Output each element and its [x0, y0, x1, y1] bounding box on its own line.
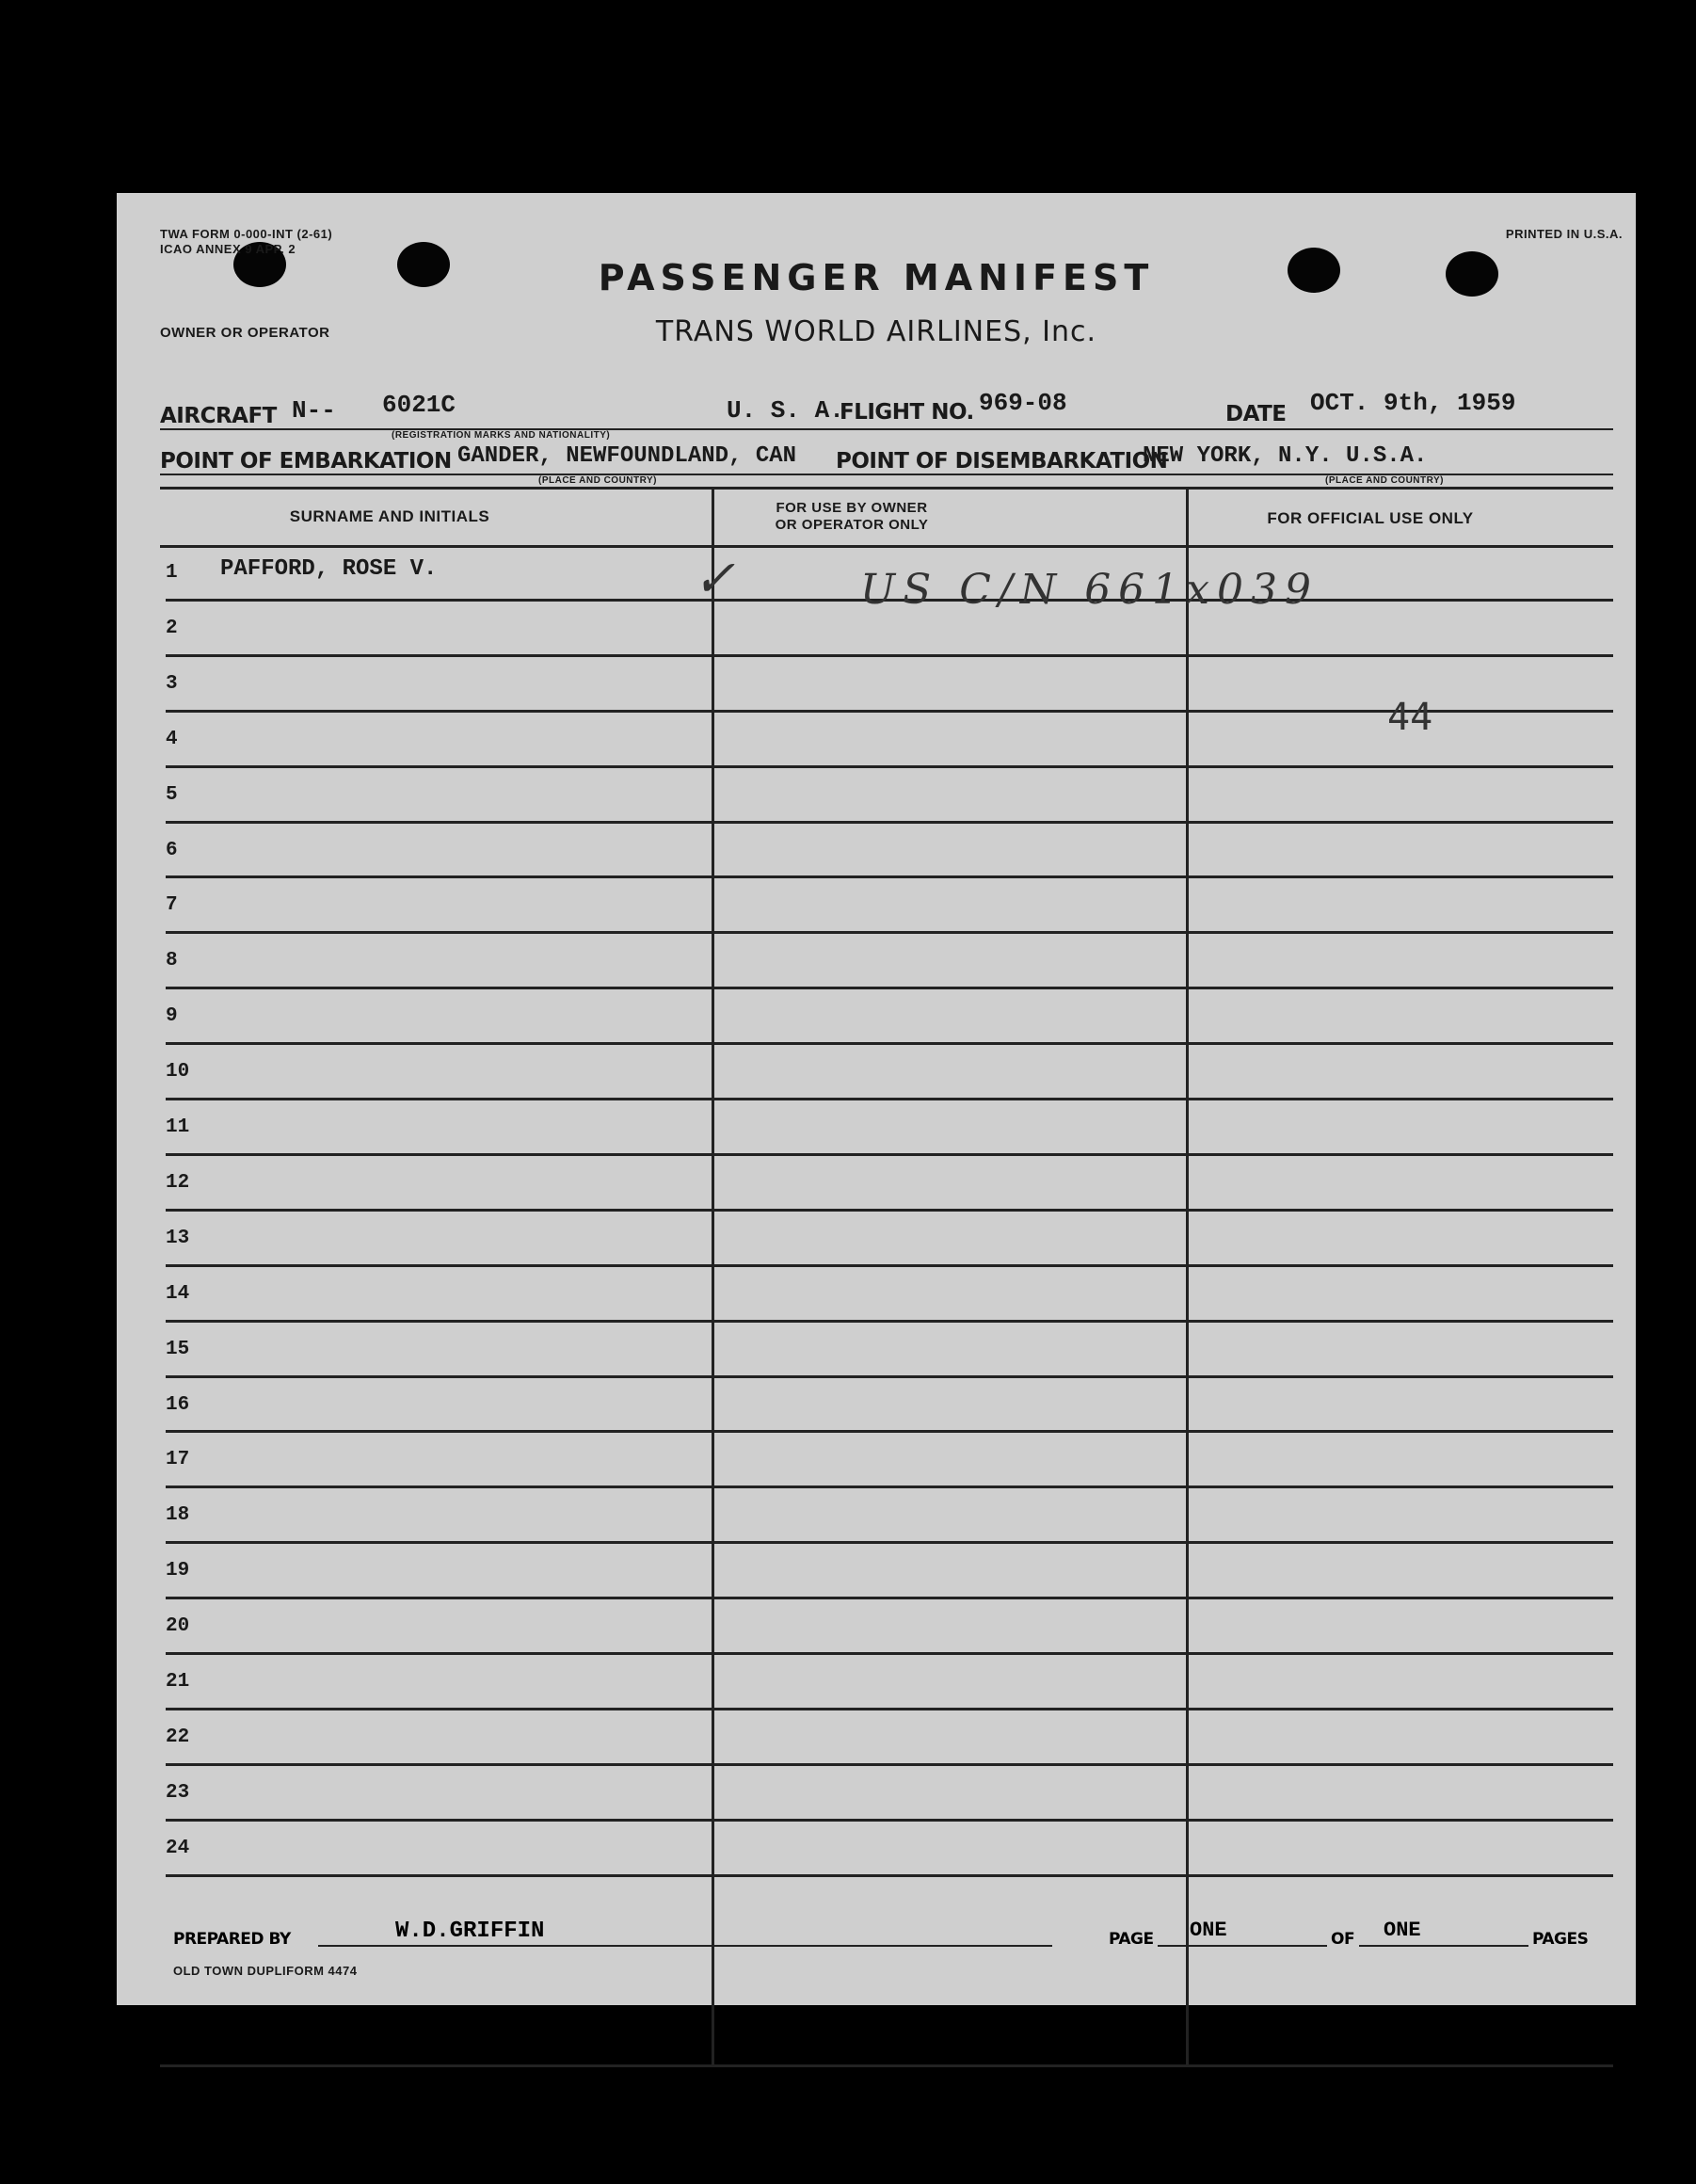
row-number: 8 — [166, 950, 178, 972]
col-header-owner-2: OR OPERATOR ONLY — [775, 517, 929, 533]
row-number: 20 — [166, 1615, 190, 1638]
page-value: ONE — [1190, 1919, 1227, 1942]
row-number: 22 — [166, 1726, 190, 1748]
form-code-line1: TWA FORM 0-000-INT (2-61) — [160, 227, 333, 241]
row-rule — [166, 1430, 1613, 1433]
row-number: 12 — [166, 1171, 190, 1194]
manifest-sheet — [117, 193, 1636, 2005]
page-title: PASSENGER MANIFEST — [598, 257, 1155, 298]
embark-label: POINT OF EMBARKATION — [160, 449, 452, 474]
disembark-value: NEW YORK, N.Y. U.S.A. — [1143, 443, 1428, 469]
row-rule — [166, 1209, 1613, 1212]
col-divider-2 — [1186, 487, 1189, 2064]
page-label: PAGE — [1109, 1930, 1154, 1949]
row-rule — [166, 765, 1613, 768]
row-rule — [166, 1485, 1613, 1488]
row-rule — [166, 654, 1613, 657]
row-rule — [166, 1320, 1613, 1323]
flight-label: FLIGHT NO. — [840, 400, 974, 425]
flight-value: 969-08 — [979, 389, 1067, 417]
page-underline — [1158, 1945, 1327, 1947]
row-number: 2 — [166, 617, 178, 639]
embark-value: GANDER, NEWFOUNDLAND, CAN — [457, 443, 797, 469]
pages-label: PAGES — [1532, 1930, 1589, 1949]
checkmark-annotation: ✓ — [693, 549, 736, 608]
row4-official-annotation: 44 — [1387, 696, 1433, 739]
row-number: 3 — [166, 672, 178, 695]
row-number: 17 — [166, 1449, 190, 1471]
prepared-by-value: W.D.GRIFFIN — [395, 1919, 545, 1944]
printed-in: PRINTED IN U.S.A. — [1505, 227, 1623, 241]
row-rule — [166, 1708, 1613, 1710]
owner-operator-label: OWNER OR OPERATOR — [160, 325, 330, 341]
nationality: U. S. A. — [727, 396, 844, 425]
row-rule — [166, 1042, 1613, 1045]
row-rule — [166, 1375, 1613, 1378]
row-rule — [166, 1763, 1613, 1766]
registration-caption: (REGISTRATION MARKS AND NATIONALITY) — [392, 430, 611, 441]
row-rule — [166, 1874, 1613, 1877]
row-rule — [166, 1541, 1613, 1544]
row-rule — [166, 1819, 1613, 1822]
row-rule — [166, 1264, 1613, 1267]
prepared-by-underline — [318, 1945, 1052, 1947]
row-number: 1 — [166, 562, 178, 584]
table-bottom-rule — [160, 2064, 1613, 2067]
row-number: 10 — [166, 1061, 190, 1084]
prepared-by-label-visible: PREPARED BY — [173, 1930, 291, 1949]
row-number: 14 — [166, 1282, 190, 1305]
row-number: 23 — [166, 1781, 190, 1804]
row-number: 24 — [166, 1837, 190, 1859]
date-label: DATE — [1225, 402, 1287, 426]
row-rule — [166, 875, 1613, 878]
row-number: 15 — [166, 1338, 190, 1360]
of-label: OF — [1331, 1930, 1355, 1949]
row-rule — [166, 1652, 1613, 1655]
row-rule — [166, 1098, 1613, 1100]
row-rule — [166, 931, 1613, 934]
embark-underline — [160, 474, 1613, 475]
row-rule — [166, 1153, 1613, 1156]
form-code-line2: ICAO ANNEX 9 APP. 2 — [160, 242, 296, 256]
row-number: 7 — [166, 894, 178, 917]
of-value: ONE — [1384, 1919, 1421, 1942]
aircraft-prefix: N-- — [292, 396, 336, 425]
aircraft-value: 6021C — [382, 391, 456, 419]
row-number: 4 — [166, 728, 178, 750]
disembark-label: POINT OF DISEMBARKATION — [836, 449, 1168, 474]
col-header-official: FOR OFFICIAL USE ONLY — [1267, 509, 1474, 527]
row-rule — [166, 1597, 1613, 1599]
row-number: 16 — [166, 1393, 190, 1416]
col-header-owner-1: FOR USE BY OWNER — [776, 500, 928, 516]
row-number: 11 — [166, 1116, 190, 1138]
row-number: 19 — [166, 1560, 190, 1582]
footer-printer: OLD TOWN DUPLIFORM 4474 — [173, 1964, 358, 1978]
of-underline — [1359, 1945, 1528, 1947]
row-rule — [166, 987, 1613, 989]
passenger-name: PAFFORD, ROSE V. — [220, 556, 438, 582]
row-number: 18 — [166, 1504, 190, 1527]
col-divider-1 — [712, 487, 714, 2064]
aircraft-label: AIRCRAFT — [160, 404, 277, 428]
row-number: 21 — [166, 1671, 190, 1693]
disembark-caption: (PLACE AND COUNTRY) — [1325, 475, 1444, 486]
header-rule-top — [160, 487, 1613, 490]
row-number: 5 — [166, 783, 178, 806]
date-value: OCT. 9th, 1959 — [1310, 389, 1516, 417]
row-number: 13 — [166, 1227, 190, 1249]
header-rule-bottom — [160, 545, 1613, 548]
row1-official-annotation: US C/N 661x039 — [860, 566, 1319, 614]
col-header-surname: SURNAME AND INITIALS — [289, 507, 490, 525]
embark-caption: (PLACE AND COUNTRY) — [538, 475, 657, 486]
row-number: 9 — [166, 1005, 178, 1028]
row-number: 6 — [166, 839, 178, 861]
airline-name: TRANS WORLD AIRLINES, Inc. — [655, 315, 1097, 348]
aircraft-underline — [160, 428, 1613, 430]
row-rule — [166, 821, 1613, 824]
